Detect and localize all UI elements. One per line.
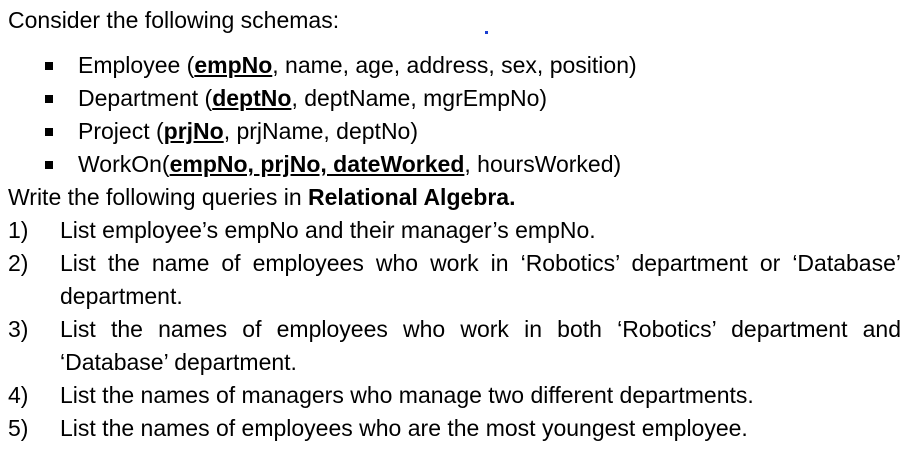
document — [8, 4, 901, 445]
question-list — [8, 214, 901, 445]
question-item — [8, 313, 901, 379]
square-bullet-icon — [45, 128, 53, 136]
question-number: 5) — [8, 415, 29, 441]
question-text: List the name of employees who work in ‘Robotics’ department or ‘Database’ department. — [60, 250, 901, 309]
question-number: 2) — [8, 250, 29, 276]
question-text: List the names of managers who manage two different departments. — [60, 382, 754, 408]
question-text: List the names of employees who are the most youngest employee. — [60, 415, 748, 441]
schema-employee — [8, 49, 901, 82]
schema-primary-key: prjNo — [163, 118, 224, 144]
question-text: List employee’s empNo and their manager’s empNo. — [60, 217, 596, 243]
question-item — [8, 247, 901, 313]
schema-attributes: , name, age, address, sex, position) — [272, 52, 637, 78]
schema-workon — [8, 148, 901, 181]
schema-primary-key: deptNo — [212, 85, 292, 111]
square-bullet-icon — [45, 161, 53, 169]
stray-dot-mark — [485, 31, 488, 34]
schema-name: Employee ( — [78, 52, 195, 78]
square-bullet-icon — [45, 95, 53, 103]
schema-name: WorkOn( — [78, 151, 170, 177]
instruction-prefix: Write the following queries in — [8, 184, 308, 210]
schema-primary-key: empNo, prjNo, dateWorked — [169, 151, 465, 177]
schema-project — [8, 115, 901, 148]
instruction-emphasis: Relational Algebra. — [308, 184, 516, 210]
schema-list — [8, 49, 901, 181]
question-item — [8, 379, 901, 412]
schema-name: Project ( — [78, 118, 164, 144]
question-item — [8, 214, 901, 247]
schema-attributes: , hoursWorked) — [464, 151, 622, 177]
schema-department — [8, 82, 901, 115]
instruction-text — [8, 181, 901, 214]
schema-name: Department ( — [78, 85, 213, 111]
question-number: 4) — [8, 382, 29, 408]
question-text: List the names of employees who work in both ‘Robotics’ department and ‘Database’ department. — [60, 316, 901, 375]
question-number: 3) — [8, 316, 29, 342]
schema-attributes: , deptName, mgrEmpNo) — [291, 85, 548, 111]
question-number: 1) — [8, 217, 29, 243]
question-item — [8, 412, 901, 445]
schema-attributes: , prjName, deptNo) — [223, 118, 419, 144]
schema-primary-key: empNo — [194, 52, 273, 78]
square-bullet-icon — [45, 62, 53, 70]
intro-text: Consider the following schemas: — [8, 7, 340, 33]
